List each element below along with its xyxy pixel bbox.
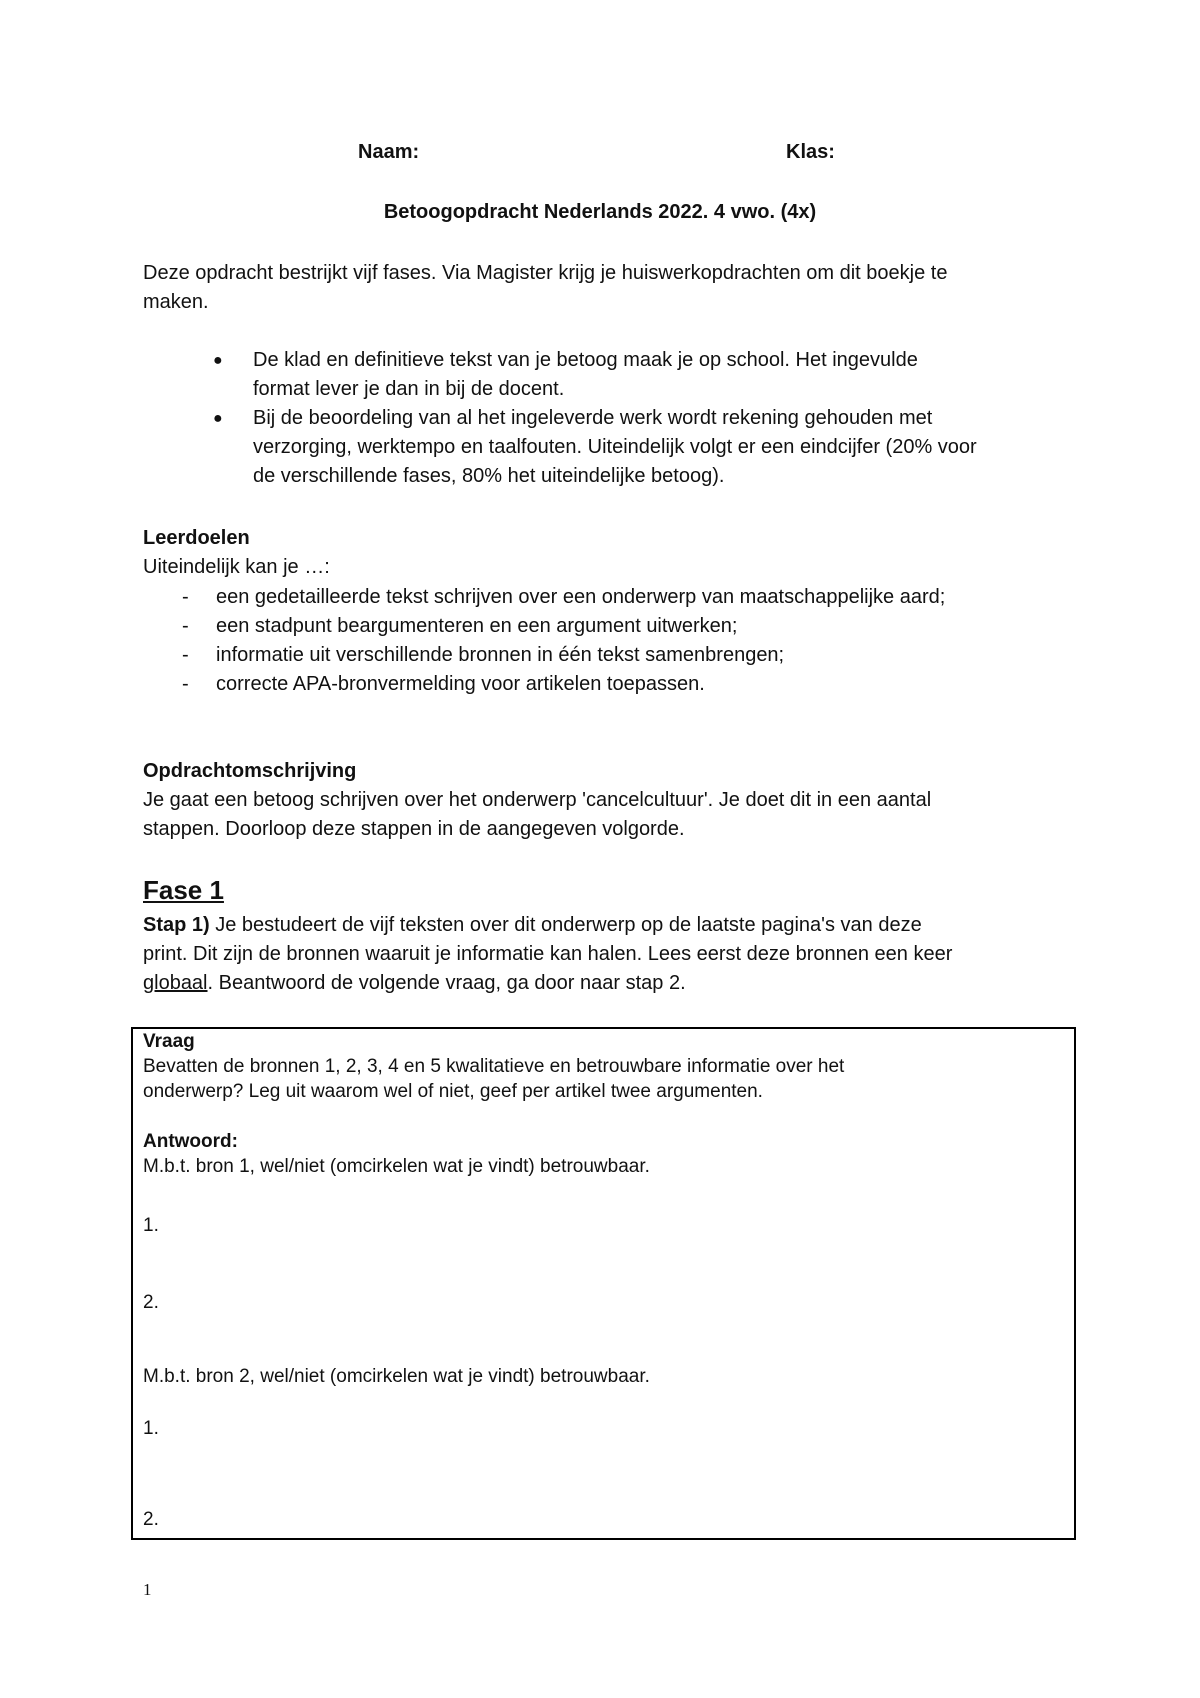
document-title: Betoogopdracht Nederlands 2022. 4 vwo. (4x) (383, 201, 817, 223)
bullet-2-line-3: de verschillende fases, 80% het uiteindelijke betoog). (253, 465, 725, 487)
list-item (213, 346, 1093, 404)
bron-1-item-2[interactable]: 2. (143, 1292, 159, 1313)
vraag-heading: Vraag (143, 1031, 195, 1052)
antwoord-block (143, 1129, 1043, 1179)
vraag-line-2: onderwerp? Leg uit waarom wel of niet, geef per artikel twee argumenten. (143, 1081, 763, 1102)
vraag-block (143, 1029, 1043, 1104)
stap-1-line-1 (143, 911, 1083, 940)
leerdoelen-list (182, 583, 1062, 699)
goal-text: informatie uit verschillende bronnen in één tekst samenbrengen; (216, 644, 785, 666)
stap-1-line-3-text: . Beantwoord de volgende vraag, ga door naar stap 2. (207, 972, 686, 994)
fase-1-heading: Fase 1 (143, 875, 224, 905)
stap-1-text: Je bestudeert de vijf teksten over dit onderwerp op de laatste pagina's van deze (209, 914, 922, 936)
intro-line-2: maken. (143, 291, 209, 313)
dash-bullet: - (182, 673, 189, 695)
bron-2-item-2[interactable]: 2. (143, 1509, 159, 1530)
bullet-2-line-2: verzorging, werktempo en taalfouten. Uiteindelijk volgt er een eindcijfer (20% voor (253, 436, 977, 458)
bron-2-line: M.b.t. bron 2, wel/niet (omcirkelen wat je vindt) betrouwbaar. (143, 1366, 650, 1387)
stap-1-paragraph (143, 911, 1083, 998)
list-item (182, 670, 1062, 699)
intro-line-1: Deze opdracht bestrijkt vijf fases. Via Magister krijg je huiswerkopdrachten om dit boekje te (143, 262, 948, 284)
stap-1-label: Stap 1) (143, 914, 210, 936)
stap-1-line-3 (143, 969, 1083, 998)
opdracht-line-2: stappen. Doorloop deze stappen in de aangegeven volgorde. (143, 818, 685, 840)
bullet-1-line-2: format lever je dan in bij de docent. (253, 378, 565, 400)
leerdoelen-lead: Uiteindelijk kan je …: (143, 556, 330, 578)
naam-label: Naam: (358, 141, 420, 163)
globaal-underlined: globaal (143, 972, 208, 994)
list-item (182, 612, 1062, 641)
intro-paragraph (143, 259, 1083, 317)
opdracht-section (143, 757, 1083, 844)
stap-1-line-2: print. Dit zijn de bronnen waaruit je informatie kan halen. Lees eerst deze bronnen een keer (143, 943, 953, 965)
dash-bullet: - (182, 644, 189, 666)
dash-bullet: - (182, 586, 189, 608)
klas-label: Klas: (786, 141, 835, 163)
page-number: 1 (143, 1580, 152, 1599)
leerdoelen-section (143, 524, 1083, 582)
bullet-1-line-1: De klad en definitieve tekst van je betoog maak je op school. Het ingevulde (253, 349, 918, 371)
goal-text: een gedetailleerde tekst schrijven over een onderwerp van maatschappelijke aard; (216, 586, 946, 608)
leerdoelen-heading: Leerdoelen (143, 527, 250, 549)
list-item (213, 404, 1093, 491)
bullet-icon: ● (213, 410, 223, 427)
bron-1-item-1[interactable]: 1. (143, 1215, 159, 1236)
vraag-line-1: Bevatten de bronnen 1, 2, 3, 4 en 5 kwalitatieve en betrouwbare informatie over het (143, 1056, 845, 1077)
list-item (182, 583, 1062, 612)
dash-bullet: - (182, 615, 189, 637)
list-item (182, 641, 1062, 670)
bron-1-line: M.b.t. bron 1, wel/niet (omcirkelen wat je vindt) betrouwbaar. (143, 1156, 650, 1177)
goal-text: een stadpunt beargumenteren en een argument uitwerken; (216, 615, 738, 637)
intro-bullet-list (213, 346, 1093, 491)
bullet-2-line-1: Bij de beoordeling van al het ingeleverde werk wordt rekening gehouden met (253, 407, 933, 429)
opdracht-heading: Opdrachtomschrijving (143, 760, 357, 782)
bron-2-item-1[interactable]: 1. (143, 1418, 159, 1439)
goal-text: correcte APA-bronvermelding voor artikelen toepassen. (216, 673, 705, 695)
antwoord-heading: Antwoord: (143, 1131, 238, 1152)
bullet-icon: ● (213, 352, 223, 369)
opdracht-line-1: Je gaat een betoog schrijven over het onderwerp 'cancelcultuur'. Je doet dit in een aantal (143, 789, 932, 811)
